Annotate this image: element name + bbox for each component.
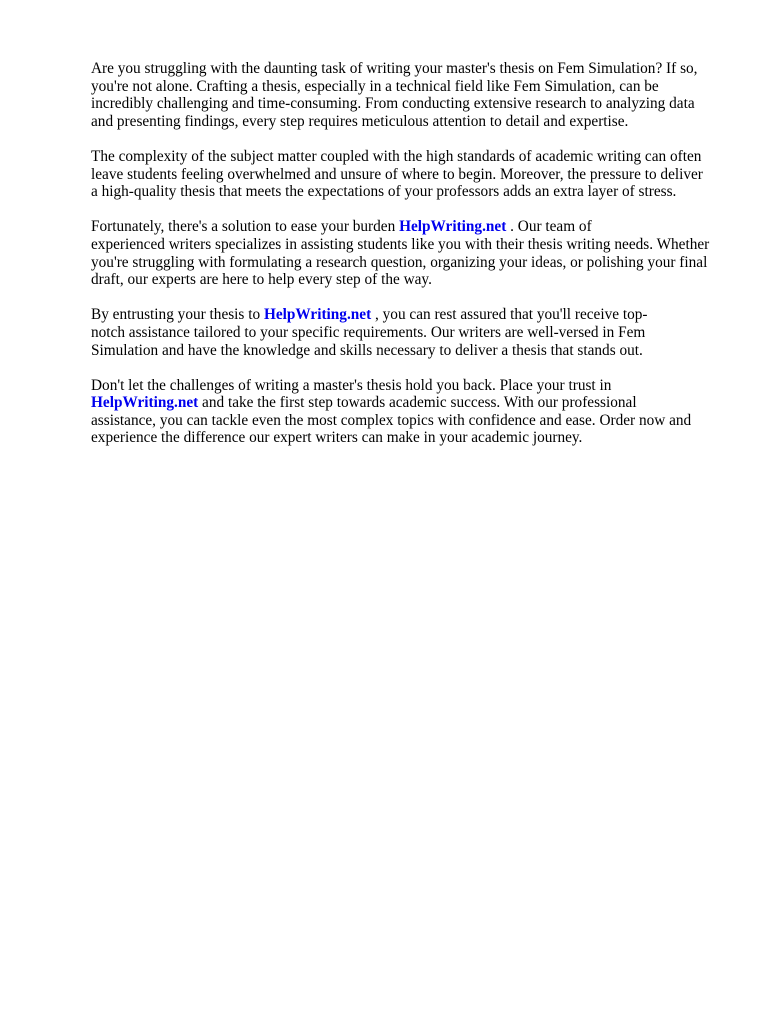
helpwriting-link-3[interactable]: HelpWriting.net <box>91 394 199 412</box>
paragraph-5 <box>91 377 731 447</box>
paragraph-1 <box>91 60 731 130</box>
helpwriting-link-2[interactable]: HelpWriting.net <box>263 306 372 324</box>
paragraph-3-text-after: . Our team of experienced writers specializes in assisting students like you with their thesis writing needs. Whether you're struggling with formulating a research question, organizing your ideas, or polishing your final draft, our experts are here to help every step of the way. <box>91 218 710 289</box>
paragraph-4 <box>91 306 731 359</box>
paragraph-5-text-before: Don't let the challenges of writing a master's thesis hold you back. Place your trust in <box>91 376 612 394</box>
paragraph-2-text: The complexity of the subject matter coupled with the high standards of academic writing can often leave students feeling overwhelmed and unsure of where to begin. Moreover, the pressure to deliver a high-quality thesis that meets the expectations of your professors adds an extra layer of stress. <box>91 147 703 201</box>
paragraph-1-text: Are you struggling with the daunting task of writing your master's thesis on Fem Simulation? If so, you're not alone. Crafting a thesis, especially in a technical field like Fem Simulation, can be incredibly challenging and time-consuming. From conducting extensive research to analyzing data and presenting findings, every step requires meticulous attention to detail and expertise. <box>91 60 698 130</box>
paragraph-2 <box>91 148 731 201</box>
paragraph-3-text-before: Fortunately, there's a solution to ease your burden <box>91 218 400 236</box>
paragraph-5-text-after: and take the first step towards academic success. With our professional assistance, you can tackle even the most complex topics with confidence and ease. Order now and experience the difference our expert writers can make in your academic journey. <box>91 394 692 447</box>
helpwriting-link-1[interactable]: HelpWriting.net <box>399 218 507 236</box>
paragraph-4-text-after: , you can rest assured that you'll receive top- notch assistance tailored to your specific requirements. Our writers are well-versed in Fem Simulation and have the knowledge and skills necessary to deliver a thesis that stands out. <box>91 306 648 359</box>
paragraph-4-text-before: By entrusting your thesis to <box>91 306 264 324</box>
paragraph-3 <box>91 218 731 288</box>
document-page <box>91 60 731 465</box>
